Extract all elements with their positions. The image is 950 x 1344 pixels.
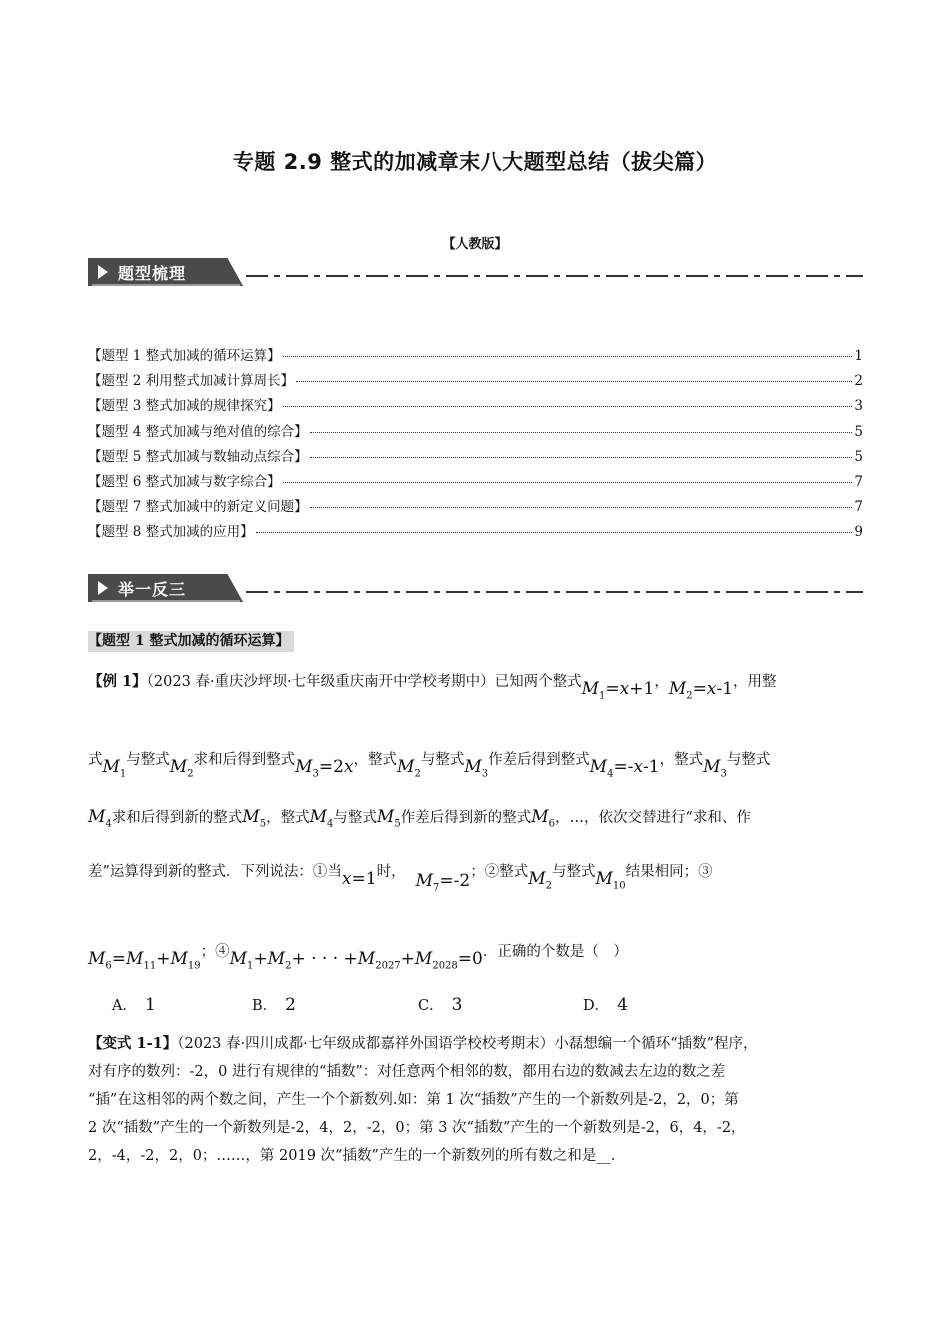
example-line-4: 差”运算得到新的整式．下列说法：①当x=1时， $M_7=-2$；②整式$M_2$与整式$M_{10}$结果相同；③: [88, 864, 713, 894]
variant-line: “插”在这相邻的两个数之间，产生一个个新数列.如：第 1 次“插数”产生的一个新数列是-2，2，0；第: [88, 1092, 739, 1108]
toc-item[interactable]: 【题型 4 整式加减与绝对值的综合】 5: [88, 423, 863, 440]
play-arrow-icon: [98, 265, 108, 279]
variant-line: 【变式 1-1】（2023 春·四川成都·七年级成都嘉祥外国语学校校考期末）小磊想编一个循环“插数”程序，: [88, 1035, 758, 1052]
banner-examples: [88, 574, 863, 608]
variant-1-1: [88, 1030, 863, 1170]
option-b[interactable]: B． 2: [252, 995, 296, 1015]
example-line-2: 式$M_1$与整式$M_2$求和后得到整式$M_3=2x$，整式$M_2$与整式$M_3$作差后得到整式$M_4=-x-1$，整式$M_3$与整式: [88, 752, 771, 780]
option-c[interactable]: C． 3: [418, 995, 463, 1015]
formula-m1: $M_1=x+1$: [581, 679, 655, 702]
option-a[interactable]: A． 1: [112, 995, 156, 1015]
example-line-1: 【例 1】（2023 春·重庆沙坪坝·七年级重庆南开中学校考期中）已知两个整式$M_1=x+1$，$M_2=x-1$，用整: [88, 673, 777, 702]
page-title: 专题 2.9 整式的加减章末八大题型总结（拔尖篇）: [232, 150, 718, 174]
variant-line: 2，-4，-2，2，0；……，第 2019 次“插数”产生的一个新数列的所有数之和是__.: [88, 1148, 616, 1164]
formula-m2: $M_2=x-1$: [668, 679, 734, 702]
example-line-5: $M_6=M_{11}+M_{19}$；$④M_1+M_2+$ · · · $+M_{2027}+M_{2028}=0$．正确的个数是（ ）: [88, 944, 628, 972]
option-d[interactable]: D． 4: [583, 995, 628, 1015]
variant-line: 2 次“插数”产生的一个新数列是-2，4，2，-2，0；第 3 次“插数”产生的一个新数列是-2，6，4，-2，: [88, 1120, 746, 1136]
formula-m3: $M_3=2x$: [295, 757, 354, 780]
formula-m4: $M_4=-x-1$: [589, 757, 660, 780]
edition-label: 【人教版】: [442, 237, 508, 252]
banner-label: 题型梳理: [118, 264, 187, 283]
formula-x1: x=1: [341, 869, 377, 889]
toc-item[interactable]: 【题型 6 整式加减与数字综合】 7: [88, 473, 863, 490]
play-arrow-icon: [98, 581, 108, 595]
toc-item[interactable]: 【题型 1 整式加减的循环运算】 1: [88, 348, 863, 364]
example-line-3: $M_4$求和后得到新的整式$M_5$，整式$M_4$与整式$M_5$作差后得到新的整式$M_6$，…，依次交替进行“求和、作: [88, 807, 751, 830]
section-heading: 【题型 1 整式加减的循环运算】: [88, 631, 294, 652]
formula-sum: $M_1+M_2+$ · · · $+M_{2027}+M_{2028}=0$: [229, 949, 483, 972]
dash-dot-rule: [246, 274, 863, 278]
toc-item[interactable]: 【题型 5 整式加减与数轴动点综合】 5: [88, 448, 863, 465]
toc-item[interactable]: 【题型 3 整式加减的规律探究】 3: [88, 398, 863, 415]
banner-question-types: [88, 258, 863, 292]
variant-line: 对有序的数列：-2，0 进行有规律的“插数”：对任意两个相邻的数，都用右边的数减去左边的数之差: [88, 1064, 726, 1080]
formula-m7: $M_7=-2$: [415, 871, 471, 894]
dash-dot-rule: [246, 590, 863, 594]
toc-item[interactable]: 【题型 2 利用整式加减计算周长】 2: [88, 373, 863, 390]
toc-item[interactable]: 【题型 8 整式加减的应用】 9: [88, 524, 863, 541]
banner-label: 举一反三: [118, 580, 187, 599]
formula-m6: $M_6=M_{11}+M_{19}$: [88, 949, 201, 972]
table-of-contents: [88, 344, 863, 546]
toc-item[interactable]: 【题型 7 整式加减中的新定义问题】 7: [88, 499, 863, 516]
